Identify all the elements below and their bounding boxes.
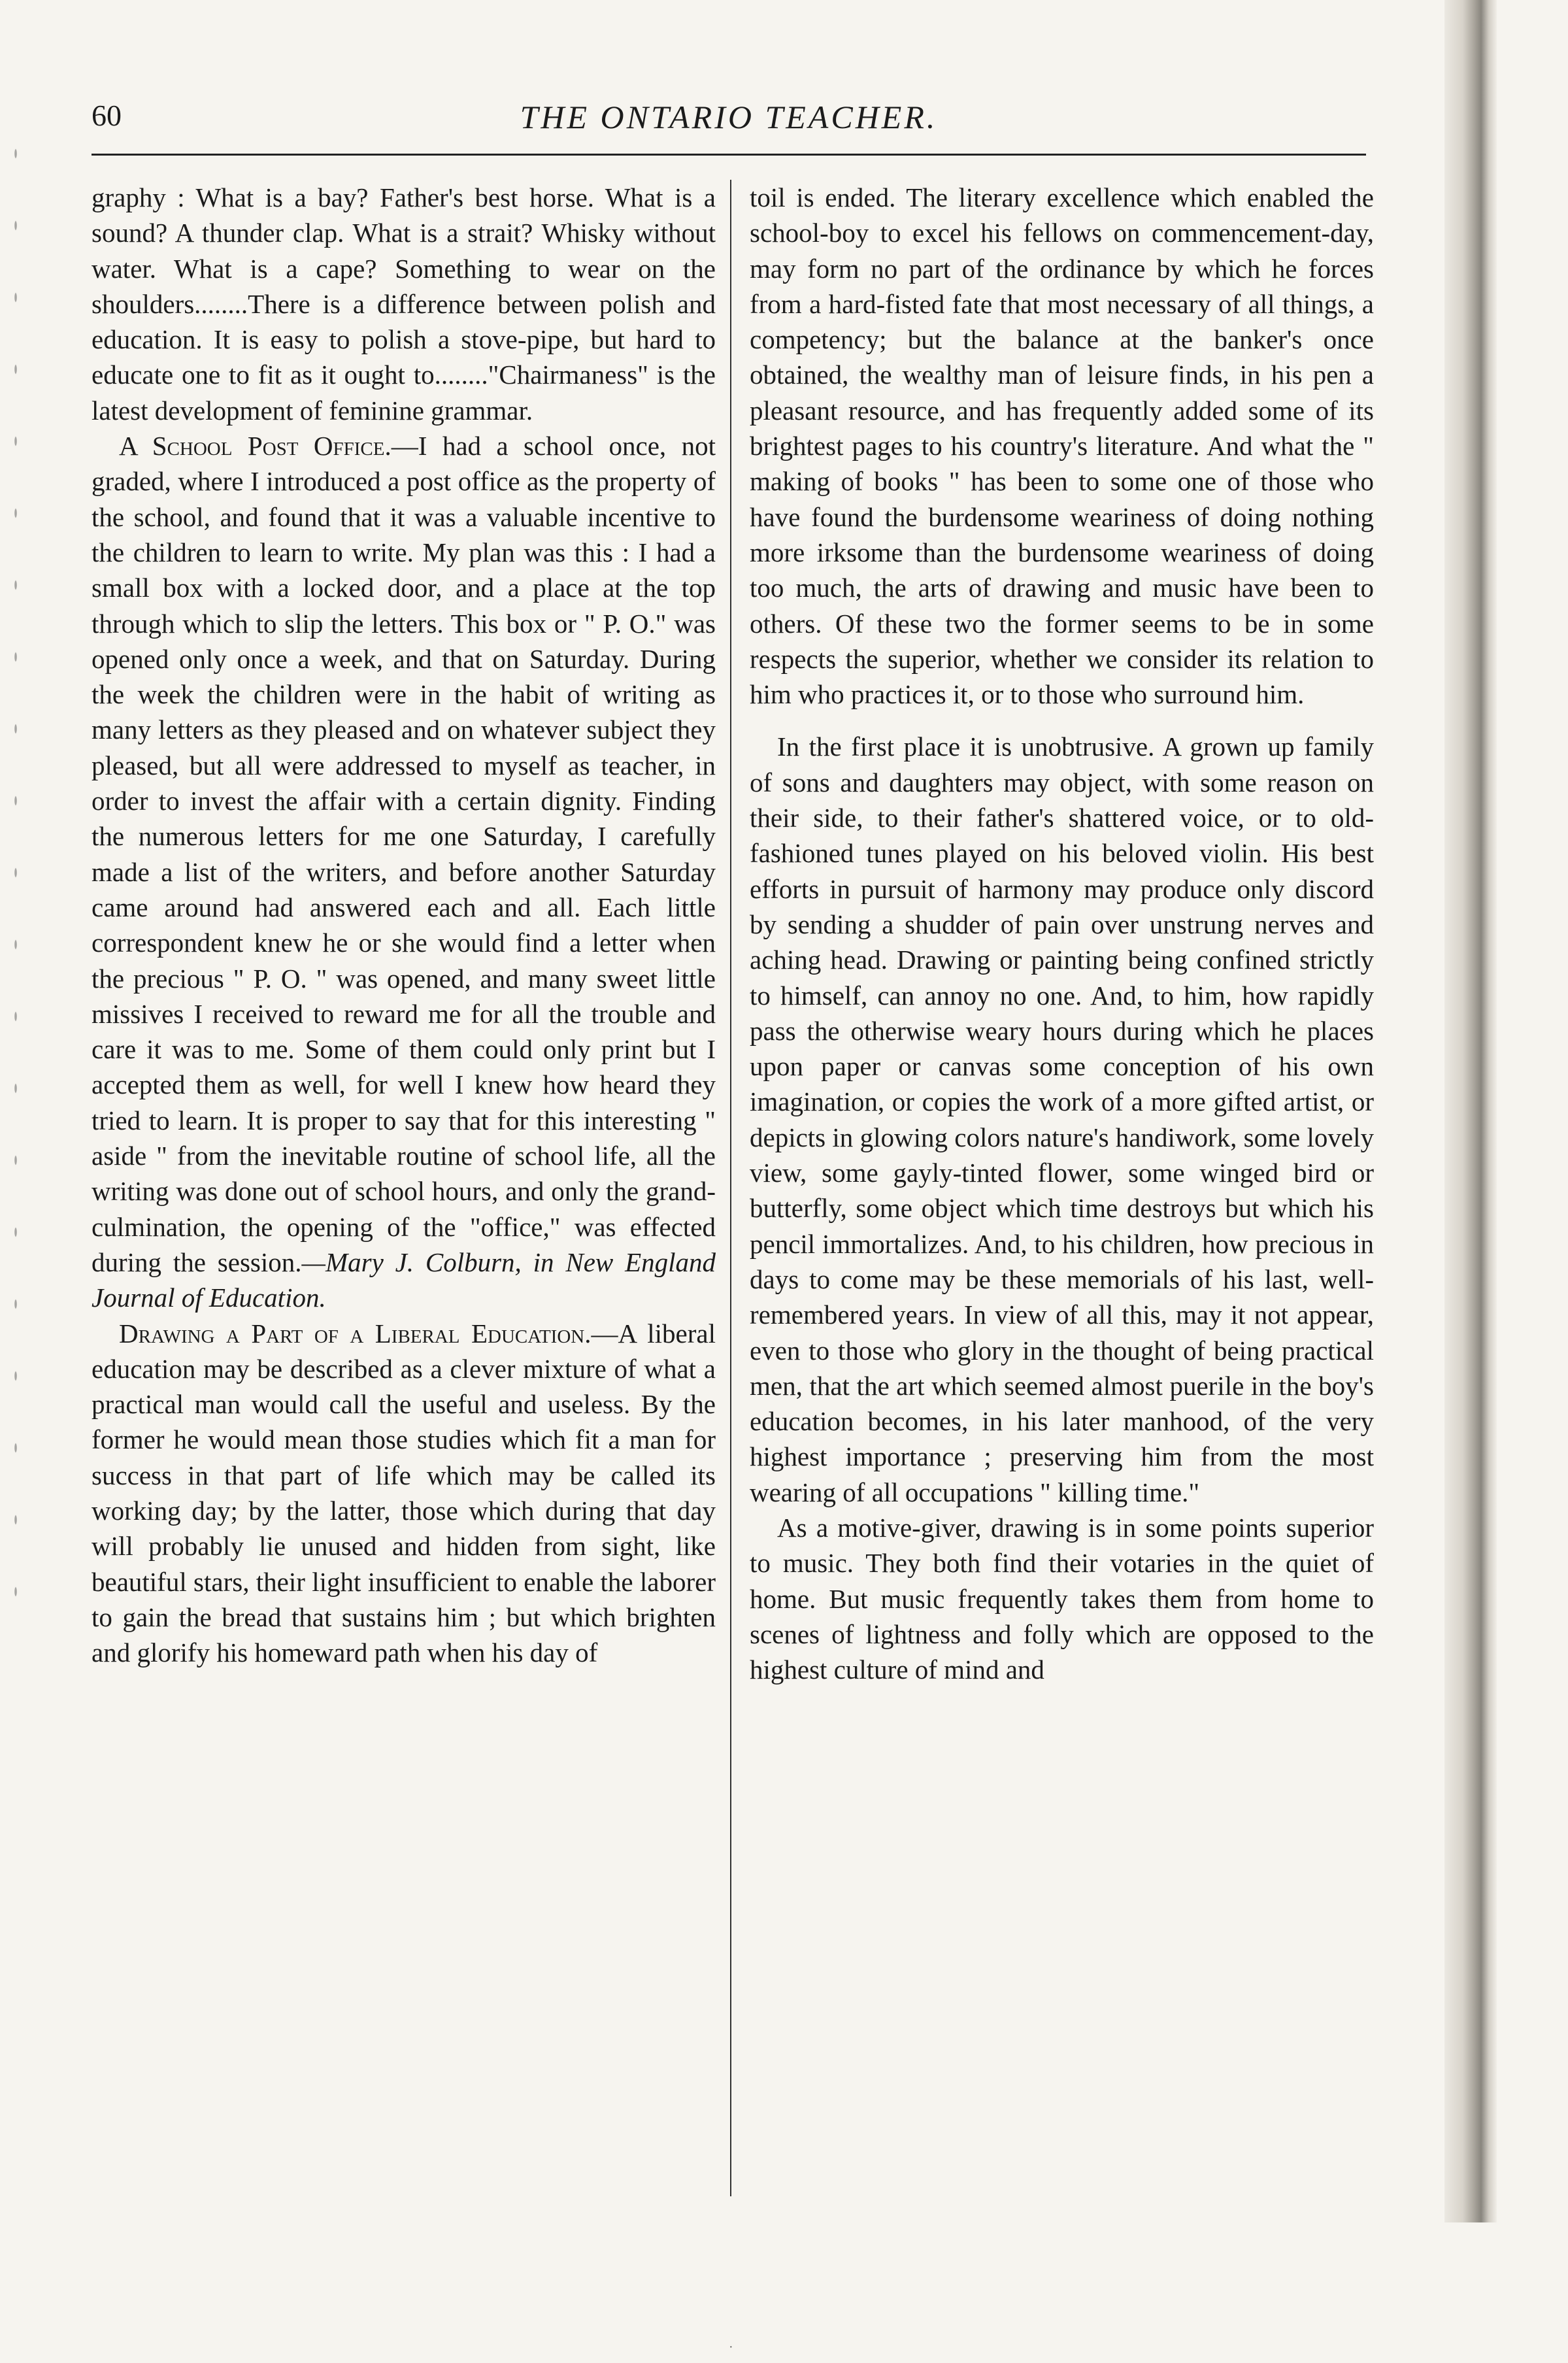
article-attribution: —Mary J. Colburn, in New England Journal of Education.	[92, 1247, 716, 1313]
article-heading: Drawing a Part of a Liberal Education.	[119, 1318, 592, 1349]
page-header	[92, 98, 1366, 144]
page-binding-edge	[1444, 0, 1497, 2222]
article-school-post-office	[92, 428, 716, 1315]
right-paragraph-continued: toil is ended. The literary excellence which enabled the school-boy to excel his fellows on commencement-day, may form no part of the ordinance by which he forces from a hard-fisted fate that most necessary of all things, a competency; but the balance at the banker's once obtained, the wealthy man of leisure finds, in his pen a pleasant resource, and has frequently added some of its brightest pages to his country's literature. And what the " making of books " has been to some one of those who have found the burdensome weariness of doing nothing more irksome than the burdensome weariness of doing too much, the arts of drawing and music have been to others. Of these two the former seems to be in some respects the superior, whether we consider its relation to him who practices it, or to those who surround him.	[750, 182, 1374, 710]
header-rule	[92, 154, 1366, 156]
running-title: THE ONTARIO TEACHER.	[520, 99, 938, 135]
page-number: 60	[92, 99, 122, 132]
article-drawing-liberal-education	[92, 1316, 716, 1671]
right-column	[750, 180, 1374, 2206]
right-paragraph-motive-giver: As a motive-giver, drawing is in some points superior to music. They both find their votaries in the quiet of home. But music frequently takes them from home to scenes of lightness and folly which are opposed to the highest culture of mind and	[750, 1512, 1374, 1685]
column-divider	[730, 180, 731, 2196]
left-paragraph-geography: graphy : What is a bay? Father's best horse. What is a sound? A thunder clap. What is a strait? Whisky without water. What is a cape? Something to wear on the shoulders........There is a difference between polish and education. It is easy to polish a stove-pipe, but hard to educate one to fit as it ought to........"Chairmaness" is the latest development of feminine grammar.	[92, 182, 716, 426]
footer-speck: ·	[729, 2340, 733, 2355]
right-paragraph-unobtrusive: In the first place it is unobtrusive. A grown up family of sons and daughters may object, with some reason on their side, to their father's shattered voice, or to old-fashioned tunes played on his beloved violin. His best efforts in pursuit of harmony may produce only discord by sending a shudder of pain over unstrung nerves and aching head. Drawing or painting being confined strictly to himself, can annoy no one. And, to him, how rapidly pass the otherwise weary hours during which he places upon paper or canvas some conception of his own imagination, or copies the work of a more gifted artist, or depicts in glowing colors nature's handiwork, some lovely view, some gayly-tinted flower, some winged bird or butterfly, some object which time destroys but which his pencil immortalizes. And, to his children, how precious in days to come may be these memorials of his last, well-remembered years. In view of all this, may it not appear, even to those who glory in the thought of being practical men, that the art which seemed almost puerile in the boy's education becomes, in his later manhood, of the very highest importance ; preserving him from the most wearing of all occupations " killing time."	[750, 731, 1374, 1507]
left-column	[92, 180, 716, 2206]
left-margin-specks	[7, 118, 26, 1621]
article-body: —A liberal education may be described as a clever mixture of what a practical man would call the useful and useless. By the former he would mean those studies which fit a man for success in that part of life which may be called its working day; by the latter, those which during that day will probably lie unused and hidden from sight, like beautiful stars, their light insufficient to enable the laborer to gain the bread that sustains him ; but which brighten and glorify his homeward path when his day of	[92, 1318, 716, 1668]
article-heading: A School Post Office.	[119, 431, 392, 461]
article-body: —I had a school once, not graded, where I introduced a post office as the property of the school, and found that it was a valuable incentive to the children to learn to write. My plan was this : I had a small box with a locked door, and a place at the top through which to slip the letters. This box or " P. O." was opened only once a week, and that on Saturday. During the week the children were in the habit of writing as many letters as they pleased and on whatever subject they pleased, but all were addressed to myself as teacher, in order to invest the affair with a certain dignity. Finding the numerous letters for me one Saturday, I carefully made a list of the writers, and before another Saturday came around had answered each and all. Each little correspondent knew he or she would find a letter when the precious " P. O. " was opened, and many sweet little missives I received to reward me for all the trouble and care it was to me. Some of them could only print but I accepted them as well, for well I knew how heard they tried to learn. It is proper to say that for this interesting " aside " from the inevitable routine of school life, all the writing was done out of school hours, and only the grand-culmination, the opening of the "office," was effected during the session.	[92, 431, 716, 1277]
